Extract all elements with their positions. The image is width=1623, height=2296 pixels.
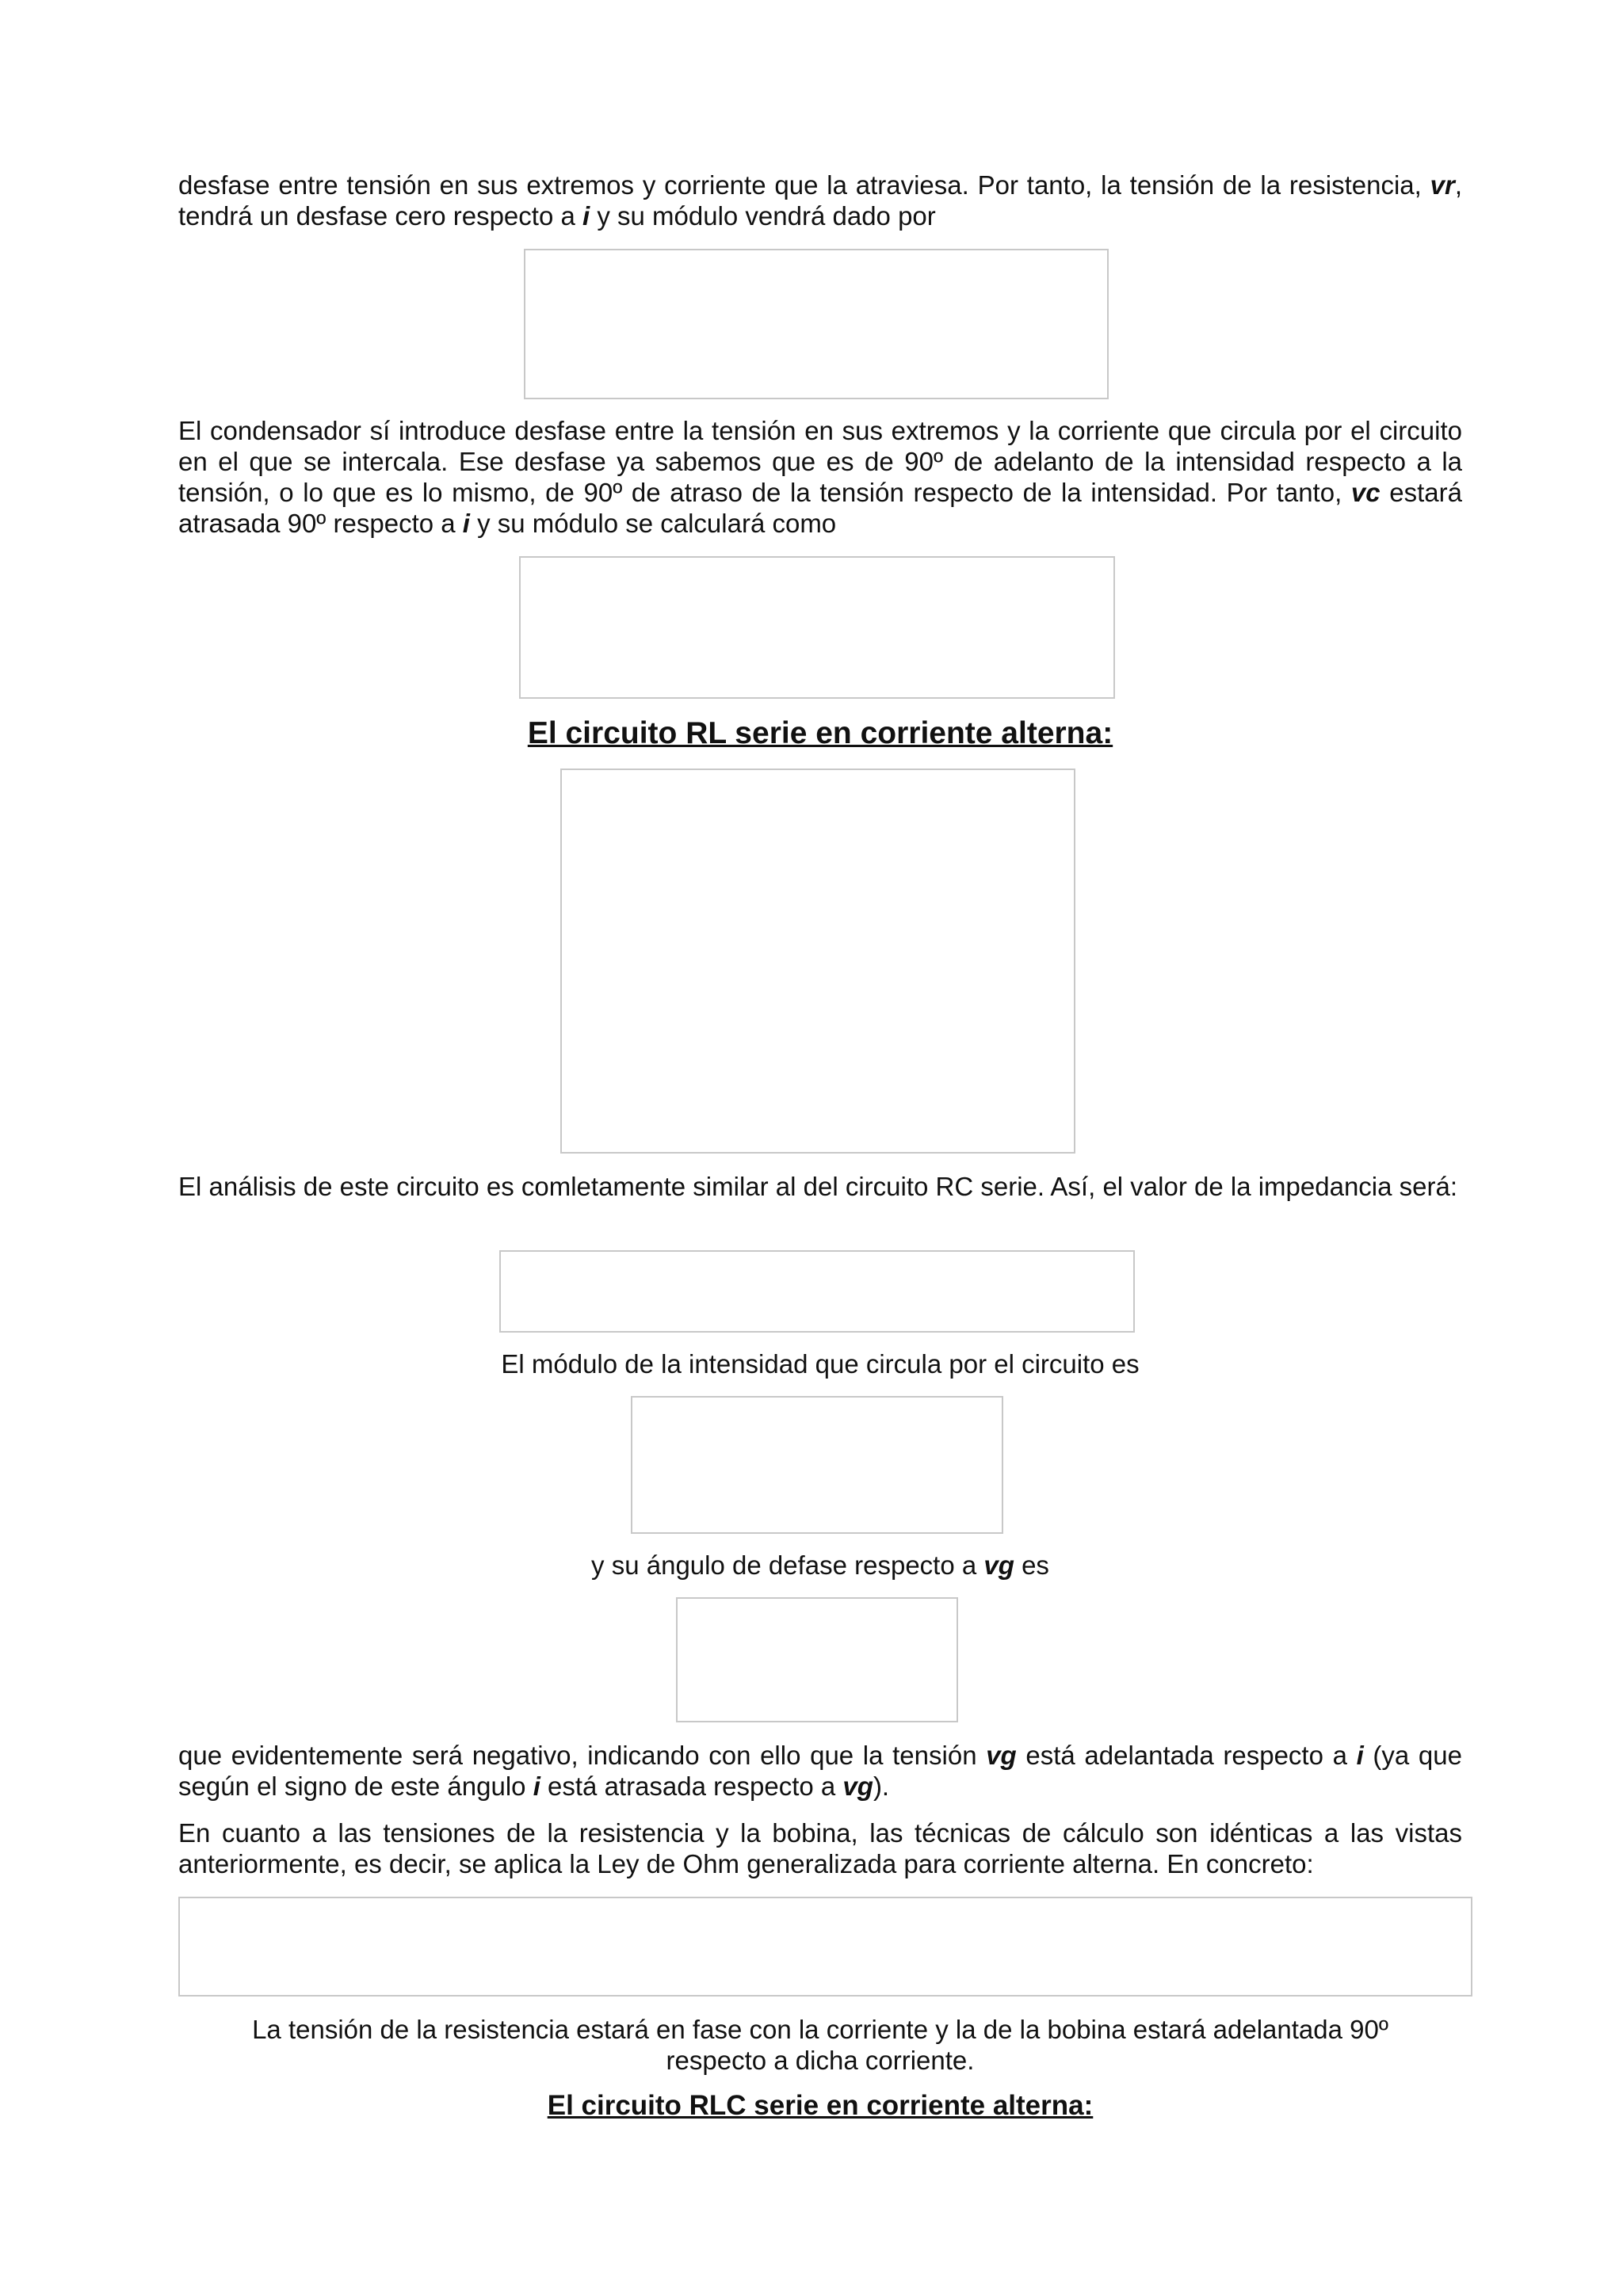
variable-vc: vc bbox=[1350, 478, 1381, 507]
heading-rlc-circuit: El circuito RLC serie en corriente alterna: bbox=[547, 2090, 1094, 2121]
text: (ya que según el signo de este ángulo bbox=[178, 1741, 1462, 1801]
text: , tendrá un desfase cero respecto a bbox=[178, 170, 1462, 231]
paragraph-capacitor-phase bbox=[178, 415, 1462, 539]
paragraph-resistance-phase bbox=[178, 170, 1462, 231]
variable-vg: vg bbox=[983, 1550, 1014, 1580]
text: y su módulo se calculará como bbox=[469, 509, 837, 538]
variable-i: i bbox=[1356, 1741, 1364, 1770]
formula-image-angle bbox=[676, 1597, 958, 1722]
formula-image-vc bbox=[519, 556, 1115, 699]
formula-image-vr bbox=[524, 249, 1109, 399]
variable-vg: vg bbox=[842, 1772, 873, 1801]
text: está adelantada respecto a bbox=[1016, 1741, 1357, 1770]
text: y su módulo vendrá dado por bbox=[590, 201, 936, 231]
paragraph-negative-angle bbox=[178, 1740, 1462, 1802]
text: es bbox=[1014, 1550, 1049, 1580]
text: desfase entre tensión en sus extremos y corriente que la atraviesa. Por tanto, la tensión de la resistencia, bbox=[178, 170, 1430, 200]
paragraph-phase-angle bbox=[178, 1550, 1462, 1581]
formula-image-current bbox=[631, 1396, 1003, 1534]
variable-i: i bbox=[462, 509, 470, 538]
heading-rl-circuit: El circuito RL serie en corriente alterna: bbox=[527, 716, 1113, 750]
paragraph-impedance: El análisis de este circuito es comletamente similar al del circuito RC serie. Así, el valor de la impedancia será: bbox=[178, 1172, 1458, 1201]
circuit-diagram-rl bbox=[560, 769, 1075, 1154]
variable-vg: vg bbox=[986, 1741, 1017, 1770]
formula-image-impedance bbox=[499, 1250, 1135, 1333]
paragraph-ohm-law: En cuanto a las tensiones de la resistencia y la bobina, las técnicas de cálculo son idénticas a las vistas anteriormente, es decir, se aplica la Ley de Ohm generalizada para corriente alterna. En concreto: bbox=[178, 1818, 1462, 1878]
text: El condensador sí introduce desfase entre la tensión en sus extremos y la corriente que circula por el circuito en el que se intercala. Ese desfase ya sabemos que es de 90º de adelanto de la intensidad respecto a la tensión, o lo que es lo mismo, de 90º de atraso de la tensión respecto de la intensidad. Por tanto, bbox=[178, 416, 1462, 507]
formula-image-voltages bbox=[178, 1897, 1472, 1997]
text: y su ángulo de defase respecto a bbox=[591, 1550, 984, 1580]
text: está atrasada respecto a bbox=[540, 1772, 843, 1801]
paragraph-current-module: El módulo de la intensidad que circula por el circuito es bbox=[501, 1349, 1140, 1379]
text: estará atrasada 90º respecto a bbox=[178, 478, 1462, 538]
variable-vr: vr bbox=[1430, 170, 1455, 200]
text: ). bbox=[873, 1772, 890, 1801]
text: que evidentemente será negativo, indicando con ello que la tensión bbox=[178, 1741, 987, 1770]
variable-i: i bbox=[533, 1772, 540, 1801]
variable-i: i bbox=[582, 201, 590, 231]
paragraph-phase-summary: La tensión de la resistencia estará en fase con la corriente y la de la bobina estará adelantada 90º respecto a dicha corriente. bbox=[252, 2015, 1388, 2075]
